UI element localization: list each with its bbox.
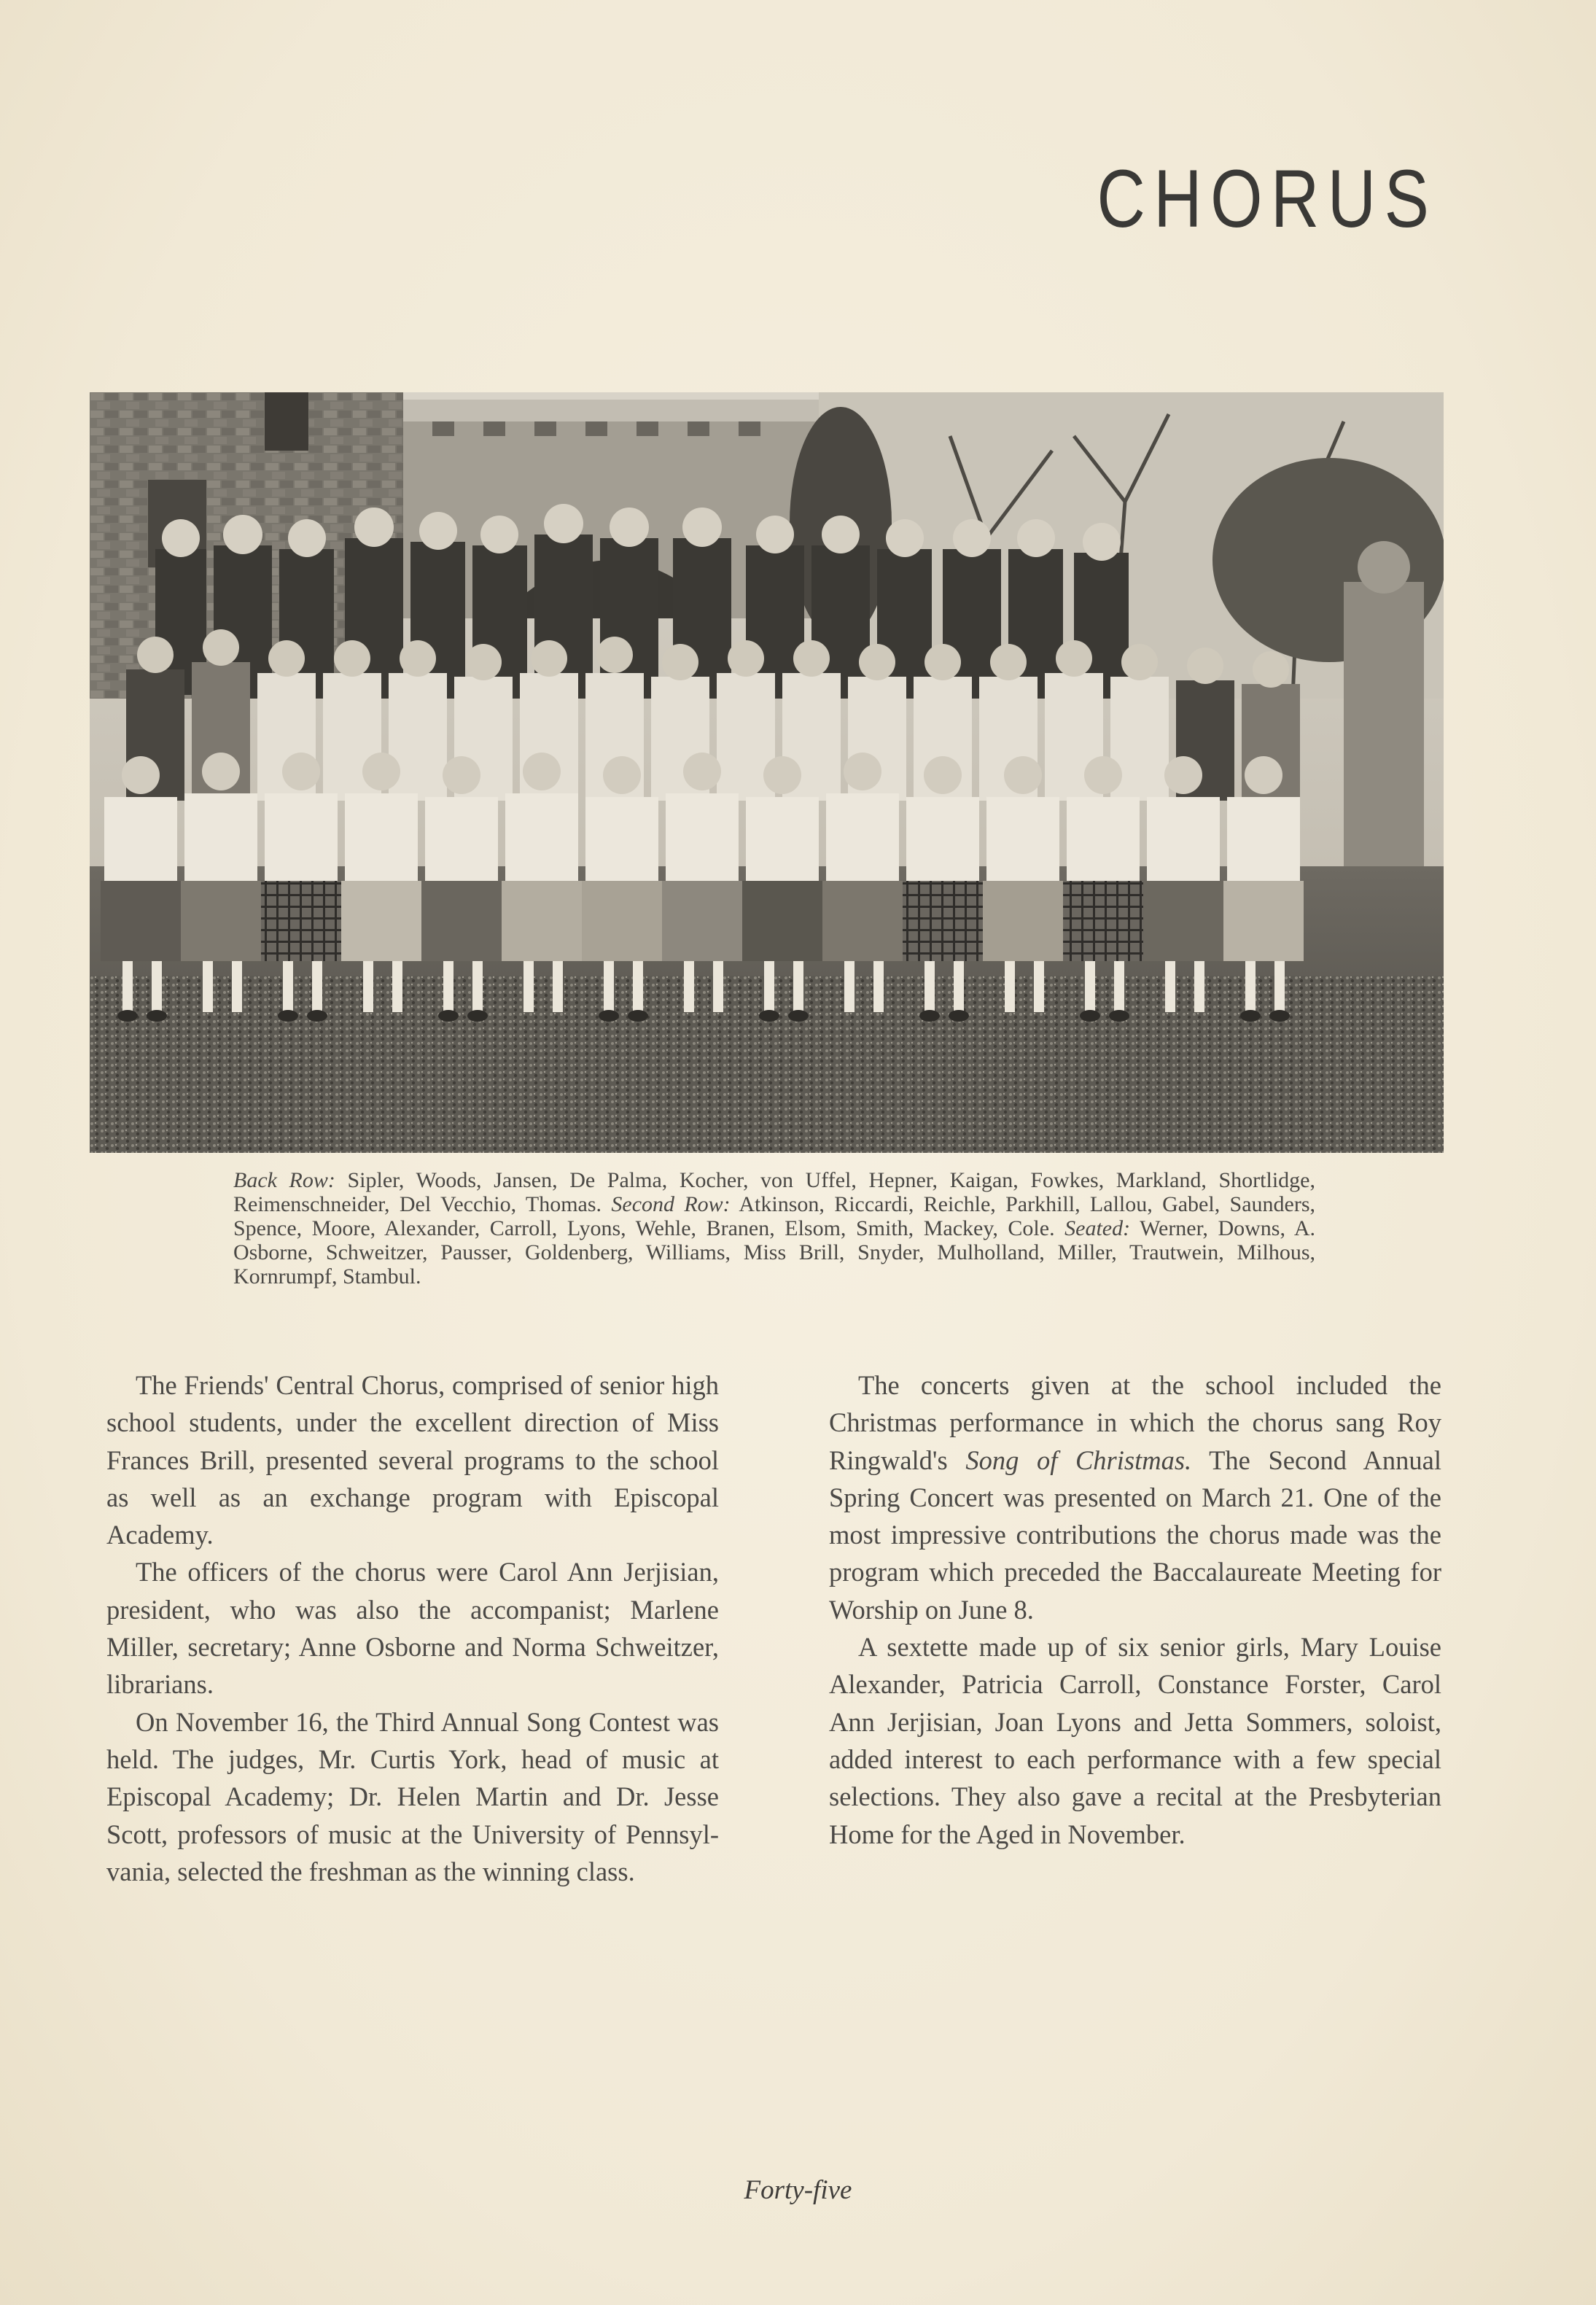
chorus-photo-image [90, 392, 1444, 1153]
paragraph-officers: The officers of the chorus were Carol Ann Jerjisian, president, who was also the accompanist; Marlene Miller, secretary; Anne Osborne and Norma Schweitzer, librarians. [106, 1557, 719, 1700]
caption-back-row-label: Back Row: [233, 1168, 335, 1192]
concerts-text-start: The concerts given at the school included the Christmas performance in which the chorus sang Roy Ringwald's [829, 1370, 1441, 1475]
right-column [829, 1367, 1441, 1853]
song-title: Song of Christmas. [965, 1445, 1192, 1475]
caption-back-row-names: Sipler, Woods, Jansen, De Palma, Kocher, von Uffel, Hepner, Kaigan, Fowkes, Markland, Shortlidge, Reimenschneider, Del Vecchio, Thomas. [233, 1168, 1315, 1216]
concerts-text-end: The Second Annual Spring Concert was presented on March 21. One of the most impressive contributions the chorus made was the program which preceded the Baccalaureate Meeting for Worship on June 8. [829, 1445, 1441, 1625]
photo-caption [233, 1168, 1315, 1288]
left-column [106, 1367, 719, 1890]
caption-seated-names: Werner, Downs, A. Osborne, Schweitzer, Pausser, Goldenberg, Williams, Miss Brill, Snyder, Mulholland, Miller, Trautwein, Milhous, Kornrumpf, Stambul. [233, 1216, 1316, 1288]
group-photograph [90, 392, 1444, 1153]
paragraph-song-contest: On November 16, the Third Annual Song Contest was held. The judges, Mr. Curtis York, head of music at Episcopal Academy; Dr. Helen Martin and Dr. Jesse Scott, professors of music at the University of Pennsylvania, selected the freshman as the winning class. [106, 1706, 719, 1886]
paragraph-concerts [829, 1367, 1441, 1628]
caption-seated-label: Seated: [1064, 1216, 1131, 1240]
page-title: CHORUS [1097, 153, 1437, 244]
paragraph-chorus-intro: The Friends' Central Chorus, comprised of senior high school students, under the excellent direction of Miss Frances Brill, presented several programs to the school as well as an exchange program with Episcopal Academy. [106, 1370, 719, 1550]
caption-second-row-names: Atkinson, Riccardi, Reichle, Parkhill, Lallou, Gabel, Saunders, Spence, Moore, Alexander, Carroll, Lyons, Wehle, Branen, Elsom, Smith, Mackey, Cole. [233, 1192, 1316, 1240]
caption-second-row-label: Second Row: [611, 1192, 731, 1216]
page-number: Forty-five [744, 2175, 852, 2205]
paragraph-sextette: A sextette made up of six senior girls, Mary Louise Alexander, Patricia Carroll, Constance Forster, Carol Ann Jerjisian, Joan Lyons and Jetta Sommers, soloist, added interest to each performance with a few special selections. They also gave a recital at the Presbyterian Home for the Aged in November. [829, 1632, 1441, 1849]
